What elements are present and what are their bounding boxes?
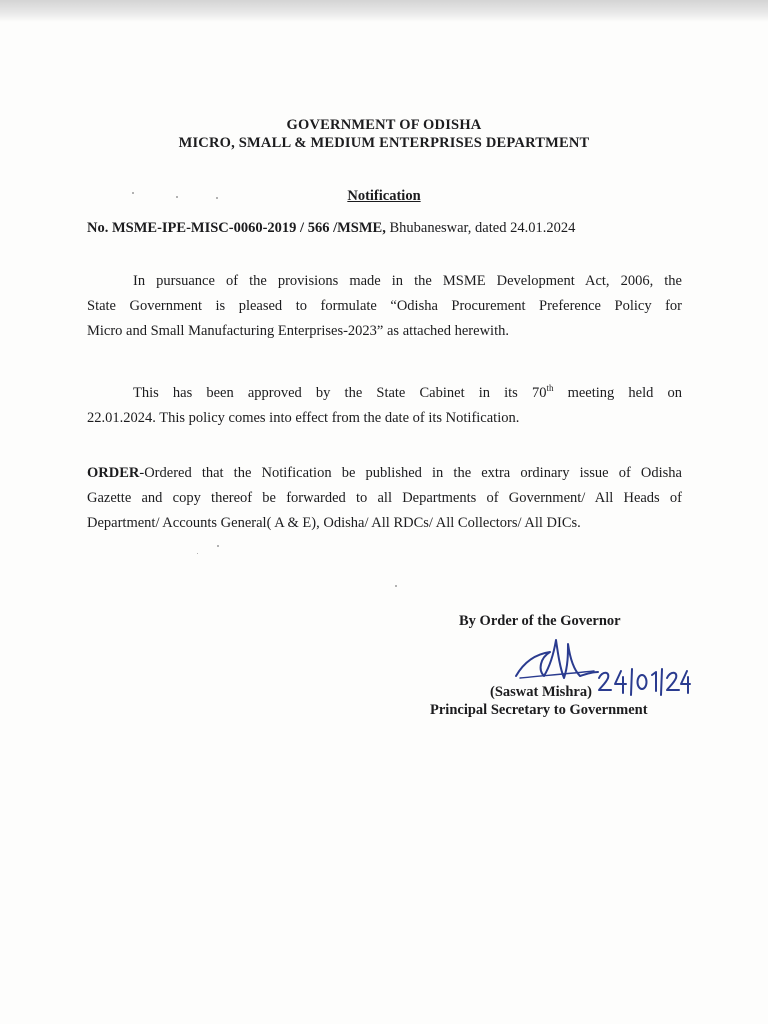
signer-name: (Saswat Mishra) [490,684,592,700]
reference-number: No. MSME-IPE-MISC-0060-2019 / 566 /MSME, [87,220,386,236]
ordinal-suffix: th [546,383,554,394]
govt-heading: GOVERNMENT OF ODISHA [286,117,482,133]
handwritten-date [596,667,691,697]
paragraph-line: Micro and Small Manufacturing Enterprises-2023” as attached herewith. [87,323,509,339]
order-label: ORDER [87,465,140,481]
signer-designation: Principal Secretary to Government [430,702,648,718]
scan-speck [132,192,134,194]
paragraph-line: In pursuance of the provisions made in the MSME Development Act, 2006, the [133,273,682,289]
paragraph-line: Department/ Accounts General( A & E), Odisha/ All RDCs/ All Collectors/ All DICs. [87,515,581,531]
by-order-line: By Order of the Governor [459,613,621,629]
paragraph-line: 22.01.2024. This policy comes into effect from the date of its Notification. [87,410,520,426]
scan-speck [217,545,219,547]
paragraph-line [87,461,682,486]
approval-text-a: This has been approved by the State Cabinet in its 70 [133,385,547,401]
department-heading: MICRO, SMALL & MEDIUM ENTERPRISES DEPARTMENT [178,135,590,151]
place-date: Bhubaneswar, dated 24.01.2024 [389,220,576,236]
paragraph-policy [87,269,682,344]
order-text: -Ordered that the Notification be published in the extra ordinary issue of Odisha [139,465,682,481]
scan-speck [176,196,178,198]
scan-top-edge [0,0,768,22]
approval-text-b: meeting held on [553,385,683,401]
paragraph-line [87,381,682,406]
paragraph-line: Gazette and copy thereof be forwarded to all Departments of Government/ All Heads of [87,490,682,506]
paragraph-line: State Government is pleased to formulate “Odisha Procurement Preference Policy for [87,298,682,314]
scan-speck [395,585,397,587]
paragraph-order [87,461,682,536]
reference-line [87,220,575,237]
notification-title: Notification [347,188,421,204]
paragraph-approval [87,381,682,431]
scan-speck [216,197,218,199]
scan-speck [197,553,198,554]
